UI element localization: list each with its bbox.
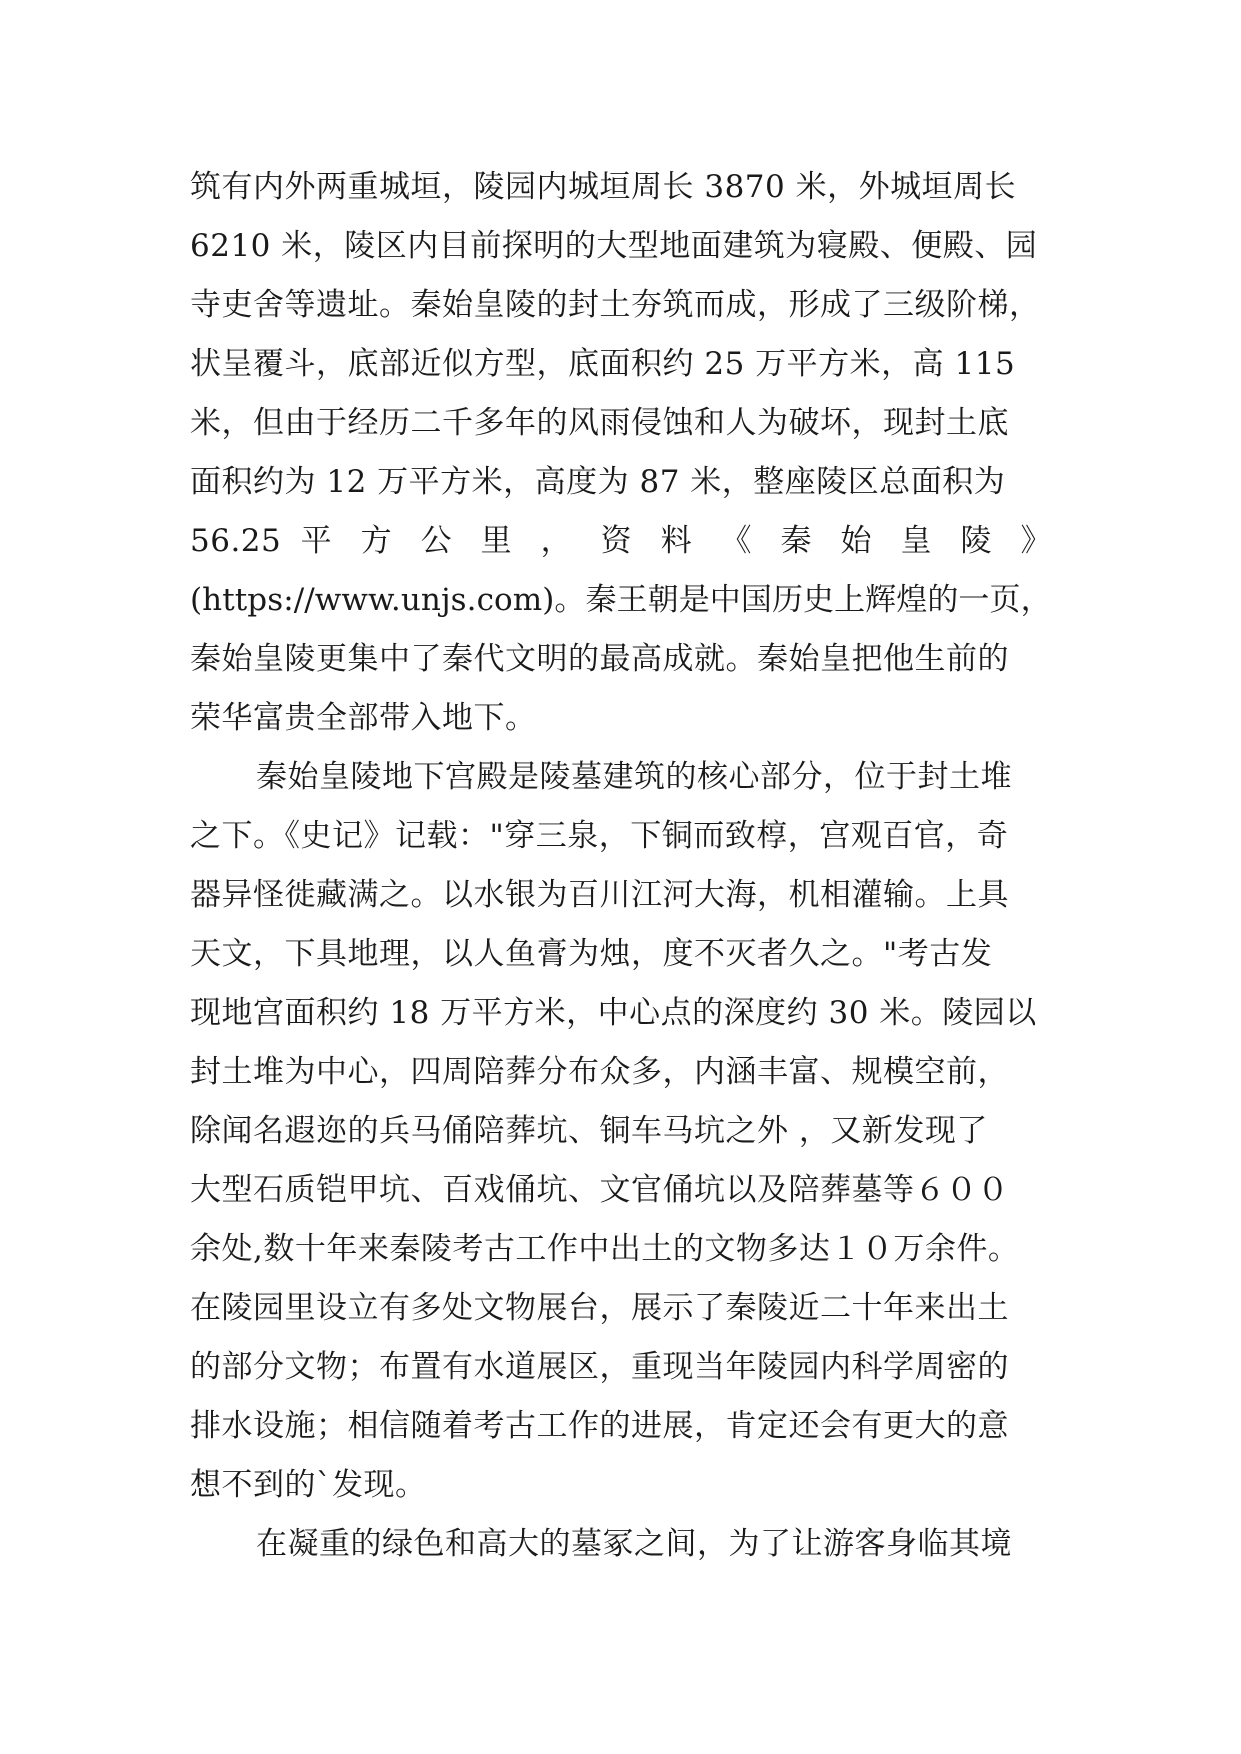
paragraph-first-line: 秦始皇陵地下宫殿是陵墓建筑的核心部分，位于封土堆 (256, 759, 1012, 795)
text-line: 大型石质铠甲坑、百戏俑坑、文官俑坑以及陪葬墓等６００ (190, 1172, 1009, 1208)
text-line: 天文，下具地理，以人鱼膏为烛，度不灭者久之。"考古发 (190, 936, 993, 972)
paragraph-first-line: 在凝重的绿色和高大的墓冢之间，为了让游客身临其境 (256, 1526, 1012, 1562)
text-line: 排水设施；相信随着考古工作的进展，肯定还会有更大的意 (190, 1408, 1009, 1444)
text-line: 想不到的`发现。 (190, 1467, 427, 1503)
text-line: 的部分文物；布置有水道展区，重现当年陵园内科学周密的 (190, 1349, 1009, 1385)
text-line: 56.25 平 方 公 里 ， 资 料 《 秦 始 皇 陵 》 (190, 523, 1052, 559)
text-line: 6210 米，陵区内目前探明的大型地面建筑为寝殿、便殿、园 (190, 228, 1038, 264)
text-line: 之下。《史记》记载："穿三泉，下铜而致椁，宫观百官，奇 (190, 818, 1009, 854)
text-line: 荣华富贵全部带入地下。 (190, 700, 537, 736)
text-line: 封土堆为中心，四周陪葬分布众多，内涵丰富、规模空前， (190, 1054, 1009, 1090)
text-line: 器异怪徙藏满之。以水银为百川江河大海，机相灌输。上具 (190, 877, 1009, 913)
text-line: 寺吏舍等遗址。秦始皇陵的封土夯筑而成，形成了三级阶梯， (190, 287, 1041, 323)
text-line: 米，但由于经历二千多年的风雨侵蚀和人为破坏，现封土底 (190, 405, 1009, 441)
text-line: 状呈覆斗，底部近似方型，底面积约 25 万平方米，高 115 (190, 346, 1016, 382)
text-line: 除闻名遐迩的兵马俑陪葬坑、铜车马坑之外 ，又新发现了 (190, 1113, 988, 1149)
text-line: 面积约为 12 万平方米，高度为 87 米，整座陵区总面积为 (190, 464, 1006, 500)
document-body-text (190, 158, 1052, 1574)
text-line: 余处,数十年来秦陵考古工作中出土的文物多达１０万余件。 (190, 1231, 1020, 1267)
text-line: 在陵园里设立有多处文物展台，展示了秦陵近二十年来出土 (190, 1290, 1009, 1326)
text-line: 现地宫面积约 18 万平方米，中心点的深度约 30 米。陵园以 (190, 995, 1037, 1031)
text-line: 筑有内外两重城垣，陵园内城垣周长 3870 米，外城垣周长 (190, 169, 1017, 205)
text-line: (https://www.unjs.com)。秦王朝是中国历史上辉煌的一页， (190, 582, 1052, 618)
text-line: 秦始皇陵更集中了秦代文明的最高成就。秦始皇把他生前的 (190, 641, 1009, 677)
